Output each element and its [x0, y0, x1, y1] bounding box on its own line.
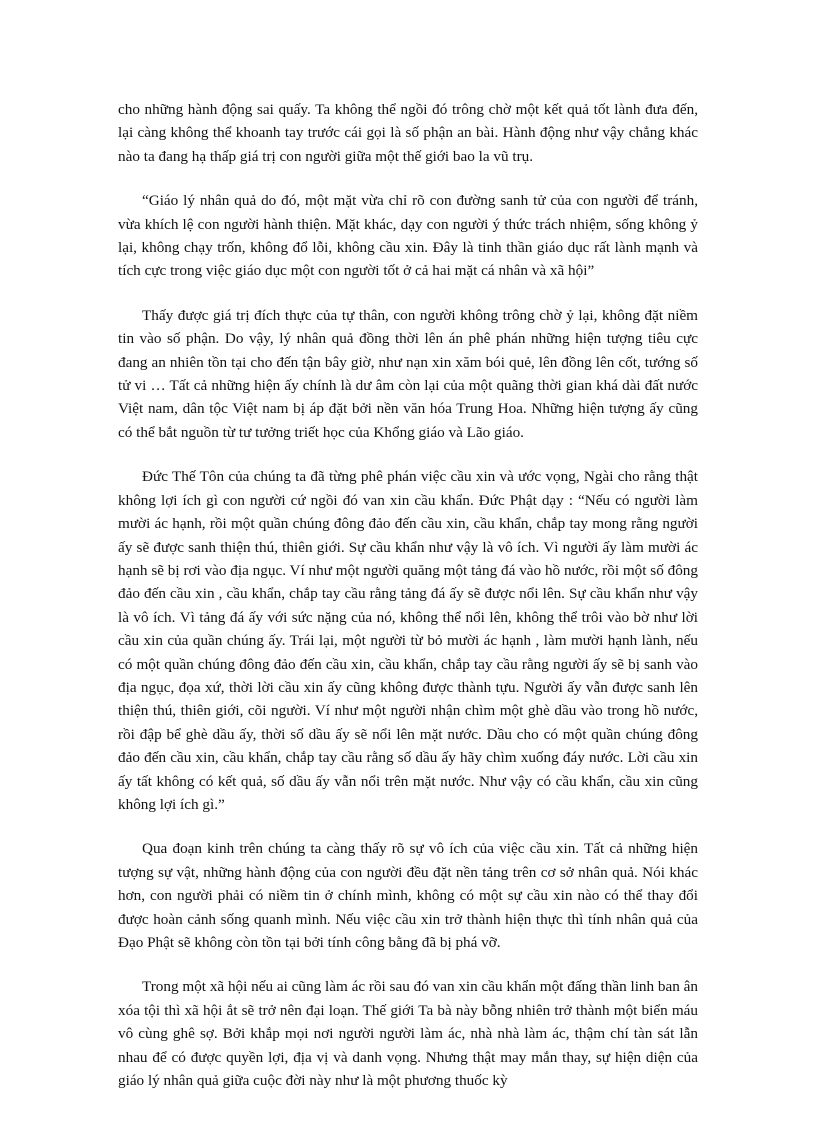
paragraph-buddha-teaching: Đức Thế Tôn của chúng ta đã từng phê phán việc cầu xin và ước vọng, Ngài cho rằng thật không lợi ích gì con người cứ ngồi đó van xin cầu khẩn. Đức Phật dạy : “Nếu có người làm mười ác hạnh, rồi một quần chúng đông đảo đến cầu xin, cầu khẩn, chắp tay mong rằng người ấy sẽ được sanh thiện thú, thiên giới. Sự cầu khẩn như vậy là vô ích. Vì người ấy làm mười ác hạnh sẽ bị rơi vào địa ngục. Ví như một người quăng một tảng đá vào hồ nước, rồi một số đông đảo đến cầu xin , cầu khẩn, chắp tay cầu rằng tảng đá ấy sẽ được nổi lên. Sự cầu khẩn như vậy là vô ích. Vì tảng đá ấy với sức nặng của nó, không thể nổi lên, không thể trôi vào bờ như lời cầu xin của quần chúng ấy. Trái lại, một người từ bỏ mười ác hạnh , làm mười hạnh lành, nếu có một quần chúng đông đảo đến cầu xin, cầu khẩn, chắp tay cầu rằng người ấy sẽ bị sanh vào địa ngục, đọa xứ, thời lời cầu xin ấy cũng không được thành tựu. Người ấy vẫn được sanh lên thiện thú, thiên giới, cõi người. Ví như một người nhận chìm một ghè dầu vào trong hồ nước, rồi đập bể ghè dầu ấy, thời số dầu ấy sẽ nổi lên mặt nước. Dầu cho có một quần chúng đông đảo đến cầu xin, cầu khẩn, chắp tay cầu rằng số dầu ấy hãy chìm xuống đáy nước. Lời cầu xin ấy tất không có kết quả, số dầu ấy vẫn nổi trên mặt nước. Như vậy có cầu khẩn, cầu xin cũng không lợi ích gì.”: [118, 468, 698, 813]
paragraph-continuation: cho những hành động sai quấy. Ta không thể ngồi đó trông chờ một kết quả tốt lành đưa đến, lại càng không thể khoanh tay trước cái gọi là số phận an bài. Hành động như vậy chẳng khác nào ta đang hạ thấp giá trị con người giữa một thế giới bao la vũ trụ.: [118, 101, 698, 165]
document-body: [118, 98, 698, 1113]
paragraph-quote-karma-teaching: “Giáo lý nhân quả do đó, một mặt vừa chỉ rõ con đường sanh tử của con người để tránh, vừa khích lệ con người hành thiện. Mặt khác, dạy con người ý thức trách nhiệm, sống không ỷ lại, không chạy trốn, không đổ lỗi, không cầu xin. Đây là tinh thần giáo dục rất lành mạnh và tích cực trong việc giáo dục một con người tốt ở cả hai mặt cá nhân và xã hội”: [118, 192, 698, 280]
paragraph-society: Trong một xã hội nếu ai cũng làm ác rồi sau đó van xin cầu khẩn một đấng thần linh ban ân xóa tội thì xã hội ắt sẽ trở nên đại loạn. Thế giới Ta bà này bỗng nhiên trở thành một biển máu vô cùng ghê sợ. Bởi khắp mọi nơi người người làm ác, nhà nhà làm ác, thậm chí tàn sát lẫn nhau để có được quyền lợi, địa vị và danh vọng. Nhưng thật may mắn thay, sự hiện diện của giáo lý nhân quả giữa cuộc đời này như là một phương thuốc kỳ: [118, 978, 698, 1090]
paragraph-self-reliance: Thấy được giá trị đích thực của tự thân, con người không trông chờ ỷ lại, không đặt niềm tin vào số phận. Do vậy, lý nhân quả đồng thời lên án phê phán những hiện tượng tiêu cực đang an nhiên tồn tại cho đến tận bây giờ, như nạn xin xăm bói quẻ, lên đồng lên cốt, tướng số tử vi … Tất cả những hiện ấy chính là dư âm còn lại của một quãng thời gian khá dài đất nước Việt nam, dân tộc Việt nam bị áp đặt bởi nền văn hóa Trung Hoa. Những hiện tượng ấy cũng có thể bắt nguồn từ tư tưởng triết học của Khổng giáo và Lão giáo.: [118, 306, 698, 441]
paragraph-futility-of-prayer: Qua đoạn kinh trên chúng ta càng thấy rõ sự vô ích của việc cầu xin. Tất cả những hiện tượng sự vật, những hành động của con người đều đặt nền tảng trên cơ sở nhân quả. Nói khác hơn, con người phải có niềm tin ở chính mình, không có một sự cầu xin nào có thể thay đổi được hoàn cảnh sống quanh mình. Nếu việc cầu xin trở thành hiện thực thì tính nhân quả của Đạo Phật sẽ không còn tồn tại bởi tính công bằng đã bị phá vỡ.: [118, 840, 698, 951]
